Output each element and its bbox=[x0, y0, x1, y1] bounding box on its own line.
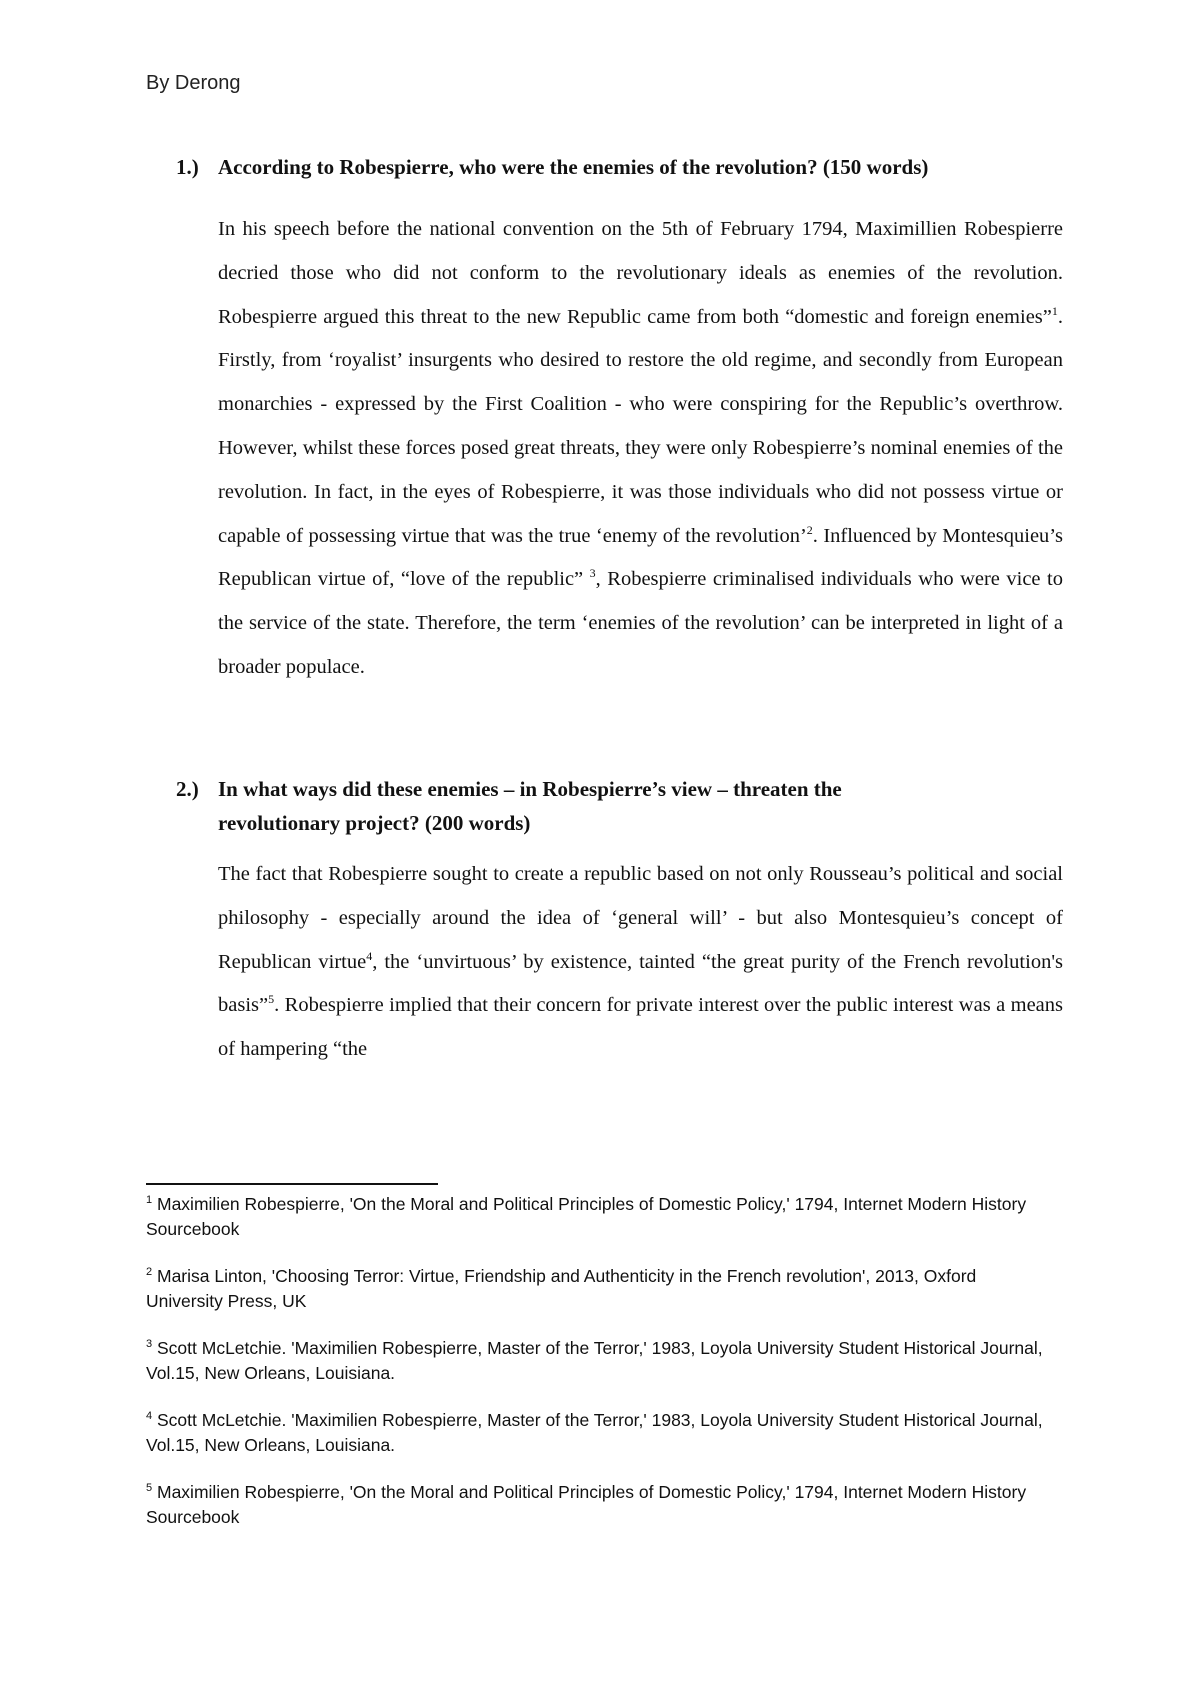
answer-1-text-d: , Robespierre criminalised individuals who were vice to the service of the state. Therefore, the term ‘enemies of the revolution’ can be interpreted in light of a broader populace. bbox=[218, 568, 1063, 678]
footnote-2 bbox=[146, 1264, 1046, 1314]
footnote-text: Marisa Linton, 'Choosing Terror: Virtue, Friendship and Authenticity in the French revolution', 2013, Oxford University Press, UK bbox=[146, 1266, 977, 1311]
footnote-text: Scott McLetchie. 'Maximilien Robespierre, Master of the Terror,' 1983, Loyola University Student Historical Journal, Vol.15, New Orleans, Louisiana. bbox=[146, 1338, 1043, 1383]
question-2-number: 2.) bbox=[176, 777, 199, 801]
answer-2-text-a: The fact that Robespierre sought to create a republic based on not only Rousseau’s political and social philosophy - especially around the idea of ‘general will’ - but also Montesquieu’s concept of Republican virtue bbox=[218, 863, 1063, 973]
answer-1-text-a: In his speech before the national convention on the 5th of February 1794, Maximillien Robespierre decried those who did not conform to the revolutionary ideals as enemies of the revolution. Robespierre argued this threat to the new Republic came from both “domestic and foreign enemies” bbox=[218, 218, 1063, 328]
footnote-5 bbox=[146, 1480, 1046, 1530]
answer-1-paragraph bbox=[218, 208, 1063, 690]
footnote-text: Maximilien Robespierre, 'On the Moral and Political Principles of Domestic Policy,' 1794, Internet Modern History Sourcebook bbox=[146, 1482, 1027, 1527]
author-line: By Derong bbox=[146, 72, 241, 94]
footnote-ref-5[interactable]: 5 bbox=[268, 992, 275, 1007]
question-1-text: According to Robespierre, who were the enemies of the revolution? (150 words) bbox=[218, 155, 929, 179]
footnote-mark: 5 bbox=[146, 1482, 153, 1495]
footnote-mark: 4 bbox=[146, 1410, 153, 1423]
footnote-mark: 3 bbox=[146, 1338, 153, 1351]
footnote-mark: 2 bbox=[146, 1266, 153, 1279]
question-2-heading bbox=[176, 772, 1076, 840]
answer-2-text-b: , the ‘unvirtuous’ by existence, tainted “the great purity of the French revolution's basis” bbox=[218, 950, 1063, 1017]
answer-2 bbox=[218, 853, 1063, 1072]
footnote-ref-2[interactable]: 2 bbox=[806, 522, 813, 537]
footnote-1 bbox=[146, 1192, 1046, 1242]
footnote-separator bbox=[146, 1183, 438, 1185]
question-1-heading bbox=[176, 150, 1076, 184]
answer-1 bbox=[218, 208, 1063, 690]
footnote-3 bbox=[146, 1336, 1046, 1386]
answer-2-text-c: . Robespierre implied that their concern for private interest over the public interest was a means of hampering “the bbox=[218, 994, 1063, 1061]
answer-1-text-b: . Firstly, from ‘royalist’ insurgents who desired to restore the old regime, and secondly from European monarchies - expressed by the First Coalition - who were conspiring for the Republic’s overthrow. However, whilst these forces posed great threats, they were only Robespierre’s nominal enemies of the revolution. In fact, in the eyes of Robespierre, it was those individuals who did not possess virtue or capable of possessing virtue that was the true ‘enemy of the revolution’ bbox=[218, 305, 1063, 547]
footnote-text: Maximilien Robespierre, 'On the Moral and Political Principles of Domestic Policy,' 1794, Internet Modern History Sourcebook bbox=[146, 1194, 1027, 1239]
question-2-text: In what ways did these enemies – in Robespierre’s view – threaten the revolutionary project? (200 words) bbox=[218, 777, 842, 835]
footnote-text: Scott McLetchie. 'Maximilien Robespierre, Master of the Terror,' 1983, Loyola University Student Historical Journal, Vol.15, New Orleans, Louisiana. bbox=[146, 1410, 1043, 1455]
answer-2-paragraph bbox=[218, 853, 1063, 1072]
footnote-4 bbox=[146, 1408, 1046, 1458]
footnotes bbox=[146, 1192, 1046, 1552]
answer-1-text-c: . Influenced by Montesquieu’s Republican virtue of, “love of the republic” bbox=[218, 524, 1063, 591]
question-1-number: 1.) bbox=[176, 155, 199, 179]
footnote-mark: 1 bbox=[146, 1194, 153, 1207]
footnote-ref-4[interactable]: 4 bbox=[366, 948, 373, 963]
footnote-ref-1[interactable]: 1 bbox=[1051, 303, 1058, 318]
footnote-ref-3[interactable]: 3 bbox=[589, 566, 596, 581]
